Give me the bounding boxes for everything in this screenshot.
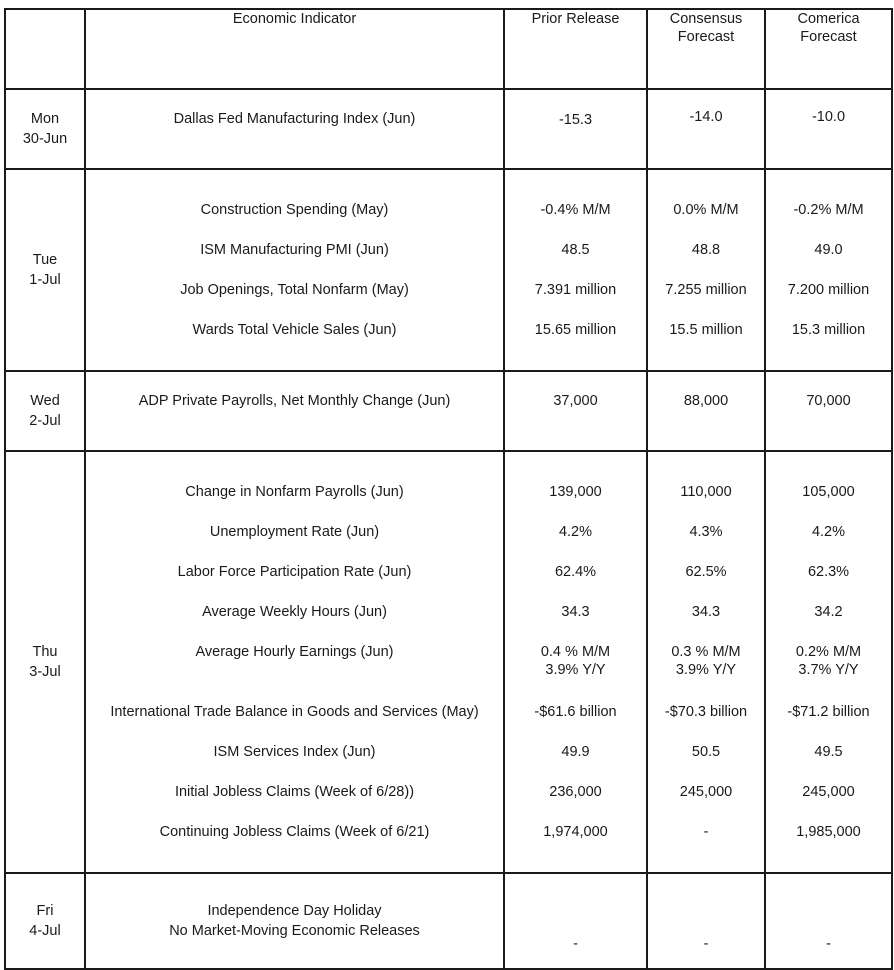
header-consensus <box>647 9 765 89</box>
consensus-value: 48.8 <box>691 242 721 258</box>
indicator-name: Construction Spending (May) <box>200 202 389 218</box>
consensus-value: 0.3 % M/M <box>671 644 741 660</box>
prior-value: 1,974,000 <box>543 824 608 840</box>
indicator-name: Continuing Jobless Claims (Week of 6/21) <box>159 824 430 840</box>
comerica-value: 70,000 <box>806 393 851 409</box>
consensus-value: 3.9% Y/Y <box>675 662 737 678</box>
day-date: 3-Jul <box>29 664 61 680</box>
day-name: Fri <box>36 903 54 919</box>
indicator-cell <box>85 371 504 451</box>
comerica-value: 3.7% Y/Y <box>798 662 859 678</box>
prior-value: 236,000 <box>549 784 602 800</box>
comerica-value: 49.5 <box>814 744 843 760</box>
prior-value: -15.3 <box>558 112 593 128</box>
header-consensus-line2: Forecast <box>677 29 735 45</box>
day-date: 4-Jul <box>29 923 61 939</box>
indicator-name: Average Weekly Hours (Jun) <box>202 604 387 620</box>
day-row-tue <box>5 169 892 371</box>
comerica-cell <box>765 169 892 371</box>
comerica-value: 62.3% <box>807 564 850 580</box>
day-cell <box>5 451 85 873</box>
day-cell <box>5 89 85 169</box>
indicator-name: ISM Manufacturing PMI (Jun) <box>200 242 389 258</box>
indicator-name: ISM Services Index (Jun) <box>213 744 376 760</box>
indicator-name: ADP Private Payrolls, Net Monthly Change (Jun) <box>138 393 451 409</box>
day-date: 30-Jun <box>22 131 68 147</box>
comerica-value: -10.0 <box>811 109 846 125</box>
prior-value: 4.2% <box>558 524 593 540</box>
prior-value: -$61.6 billion <box>534 704 617 720</box>
consensus-value: 50.5 <box>691 744 721 760</box>
indicator-name: Wards Total Vehicle Sales (Jun) <box>192 322 397 338</box>
day-row-wed <box>5 371 892 451</box>
indicator-name: Initial Jobless Claims (Week of 6/28)) <box>174 784 415 800</box>
day-cell <box>5 371 85 451</box>
comerica-cell <box>765 371 892 451</box>
comerica-value: 7.200 million <box>787 282 870 298</box>
day-name: Thu <box>32 644 58 660</box>
indicator-cell <box>85 89 504 169</box>
header-comerica <box>765 9 892 89</box>
consensus-value: - <box>647 873 765 969</box>
comerica-value: 15.3 million <box>791 322 866 338</box>
indicator-cell <box>85 451 504 873</box>
prior-value: 34.3 <box>561 604 590 620</box>
day-row-fri <box>5 873 892 969</box>
consensus-value: 88,000 <box>683 393 729 409</box>
header-comerica-line2: Forecast <box>800 29 857 45</box>
prior-cell <box>504 169 647 371</box>
prior-value: - <box>504 873 647 969</box>
day-date: 1-Jul <box>29 272 61 288</box>
prior-value: 139,000 <box>549 484 602 500</box>
day-name: Mon <box>30 111 60 127</box>
comerica-value: - <box>765 873 892 969</box>
prior-value: 3.9% Y/Y <box>545 662 606 678</box>
prior-value: 7.391 million <box>534 282 617 298</box>
prior-cell <box>504 451 647 873</box>
prior-value-multi <box>505 632 646 692</box>
prior-value: 62.4% <box>554 564 597 580</box>
comerica-value-multi <box>766 632 891 692</box>
day-cell <box>5 169 85 371</box>
day-row-mon <box>5 89 892 169</box>
indicator-name: Labor Force Participation Rate (Jun) <box>177 564 412 580</box>
consensus-value: 15.5 million <box>669 322 743 338</box>
comerica-value: 4.2% <box>811 524 846 540</box>
comerica-value: -$71.2 billion <box>787 704 870 720</box>
consensus-cell <box>647 371 765 451</box>
prior-value: 37,000 <box>553 393 598 409</box>
consensus-value-multi <box>648 632 764 692</box>
indicator-name: Independence Day Holiday <box>207 903 382 919</box>
day-cell <box>5 873 85 969</box>
indicator-cell <box>85 873 504 969</box>
header-day <box>5 9 85 89</box>
prior-cell <box>504 89 647 169</box>
comerica-value: -0.2% M/M <box>793 202 864 218</box>
comerica-value: 1,985,000 <box>796 824 861 840</box>
prior-value: 49.9 <box>561 744 590 760</box>
prior-value: -0.4% M/M <box>540 202 611 218</box>
consensus-value: 0.0% M/M <box>673 202 739 218</box>
economic-calendar-table <box>4 8 893 970</box>
consensus-cell <box>647 451 765 873</box>
comerica-value: 49.0 <box>814 242 843 258</box>
comerica-value: 105,000 <box>802 484 855 500</box>
header-indicator: Economic Indicator <box>85 9 504 89</box>
consensus-value: 34.3 <box>691 604 721 620</box>
indicator-note: No Market-Moving Economic Releases <box>169 923 420 939</box>
consensus-value: -14.0 <box>689 109 723 125</box>
consensus-cell <box>647 169 765 371</box>
consensus-value: 62.5% <box>685 564 727 580</box>
comerica-value: 34.2 <box>814 604 843 620</box>
day-name: Tue <box>32 252 58 268</box>
day-name: Wed <box>30 393 60 409</box>
header-comerica-line1: Comerica <box>797 11 860 27</box>
header-consensus-line1: Consensus <box>669 11 743 27</box>
indicator-name: Dallas Fed Manufacturing Index (Jun) <box>173 111 416 127</box>
indicator-name: Average Hourly Earnings (Jun) <box>195 644 394 660</box>
consensus-value: 4.3% <box>689 524 723 540</box>
comerica-cell <box>765 89 892 169</box>
comerica-cell <box>765 451 892 873</box>
consensus-value: -$70.3 billion <box>664 704 748 720</box>
consensus-cell <box>647 89 765 169</box>
indicator-cell <box>85 169 504 371</box>
indicator-name: Job Openings, Total Nonfarm (May) <box>180 282 409 298</box>
prior-cell <box>504 371 647 451</box>
consensus-value: - <box>703 824 709 840</box>
day-row-thu <box>5 451 892 873</box>
consensus-value: 110,000 <box>680 484 732 500</box>
comerica-value: 245,000 <box>802 784 855 800</box>
header-prior: Prior Release <box>504 9 647 89</box>
prior-value: 0.4 % M/M <box>540 644 611 660</box>
header-row <box>5 9 892 89</box>
prior-value: 48.5 <box>561 242 590 258</box>
consensus-value: 245,000 <box>679 784 733 800</box>
comerica-value: 0.2% M/M <box>795 644 862 660</box>
indicator-name: Change in Nonfarm Payrolls (Jun) <box>185 484 404 500</box>
prior-value: 15.65 million <box>534 322 617 338</box>
indicator-name: Unemployment Rate (Jun) <box>209 524 380 540</box>
indicator-name: International Trade Balance in Goods and Services (May) <box>110 704 479 720</box>
consensus-value: 7.255 million <box>665 282 747 298</box>
day-date: 2-Jul <box>29 413 61 429</box>
